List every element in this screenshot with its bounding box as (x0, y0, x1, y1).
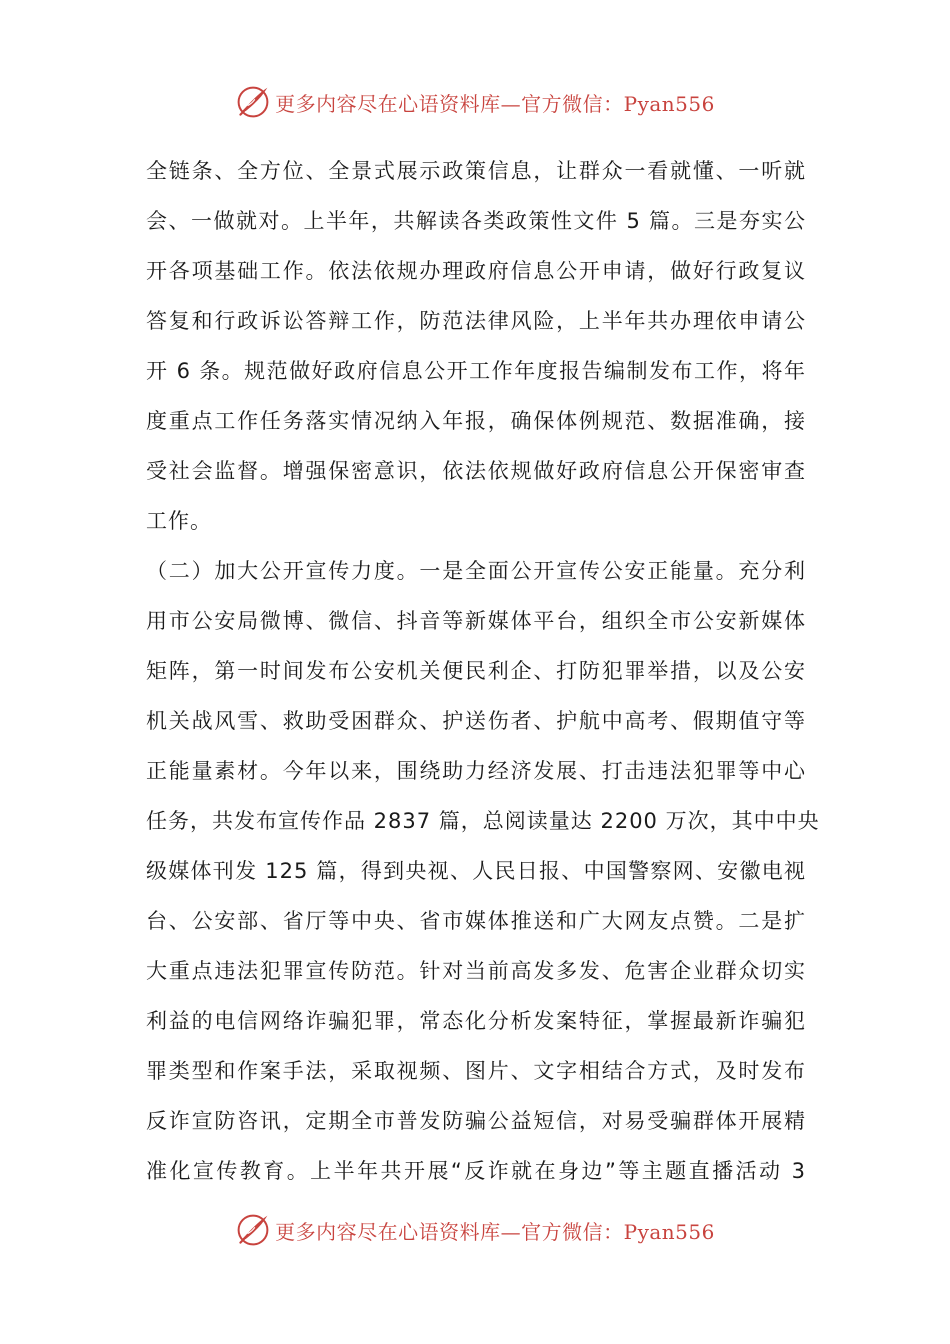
section-heading-line: （二）加大公开宣传力度。一是全面公开宣传公安正能量。充分利 (146, 559, 806, 583)
body-line: 准化宣传教育。上半年共开展“反诈就在身边”等主题直播活动 3 (146, 1159, 806, 1183)
body-line: 任务，共发布宣传作品 2837 篇，总阅读量达 2200 万次，其中中央 (146, 809, 820, 833)
body-line: 度重点工作任务落实情况纳入年报，确保体例规范、数据准确，接 (146, 409, 806, 433)
quill-logo-icon (235, 1212, 271, 1248)
quill-logo-icon (235, 84, 271, 120)
body-line: 全链条、全方位、全景式展示政策信息，让群众一看就懂、一听就 (146, 159, 806, 183)
document-body (146, 146, 820, 1196)
body-line: 利益的电信网络诈骗犯罪，常态化分析发案特征，掌握最新诈骗犯 (146, 1009, 806, 1033)
body-line: 大重点违法犯罪宣传防范。针对当前高发多发、危害企业群众切实 (146, 959, 806, 983)
footer-banner (0, 1208, 950, 1252)
body-line: 用市公安局微博、微信、抖音等新媒体平台，组织全市公安新媒体 (146, 609, 806, 633)
body-line: 台、公安部、省厅等中央、省市媒体推送和广大网友点赞。二是扩 (146, 909, 806, 933)
body-line: 开各项基础工作。依法依规办理政府信息公开申请，做好行政复议 (146, 259, 806, 283)
footer-banner-text: 更多内容尽在心语资料库—官方微信：Pyan556 (275, 1219, 715, 1244)
body-line: 工作。 (146, 509, 212, 533)
body-line: 答复和行政诉讼答辩工作，防范法律风险，上半年共办理依申请公 (146, 309, 806, 333)
body-line: 受社会监督。增强保密意识，依法依规做好政府信息公开保密审查 (146, 459, 806, 483)
body-line: 矩阵，第一时间发布公安机关便民利企、打防犯罪举措，以及公安 (146, 659, 806, 683)
body-line: 反诈宣防咨讯，定期全市普发防骗公益短信，对易受骗群体开展精 (146, 1109, 806, 1133)
body-line: 机关战风雪、救助受困群众、护送伤者、护航中高考、假期值守等 (146, 709, 806, 733)
body-line: 会、一做就对。上半年，共解读各类政策性文件 5 篇。三是夯实公 (146, 209, 806, 233)
body-line: 罪类型和作案手法，采取视频、图片、文字相结合方式，及时发布 (146, 1059, 806, 1083)
header-banner (0, 80, 950, 124)
body-line: 正能量素材。今年以来，围绕助力经济发展、打击违法犯罪等中心 (146, 759, 806, 783)
body-line: 开 6 条。规范做好政府信息公开工作年度报告编制发布工作，将年 (146, 359, 806, 383)
body-line: 级媒体刊发 125 篇，得到央视、人民日报、中国警察网、安徽电视 (146, 859, 806, 883)
header-banner-text: 更多内容尽在心语资料库—官方微信：Pyan556 (275, 91, 715, 116)
